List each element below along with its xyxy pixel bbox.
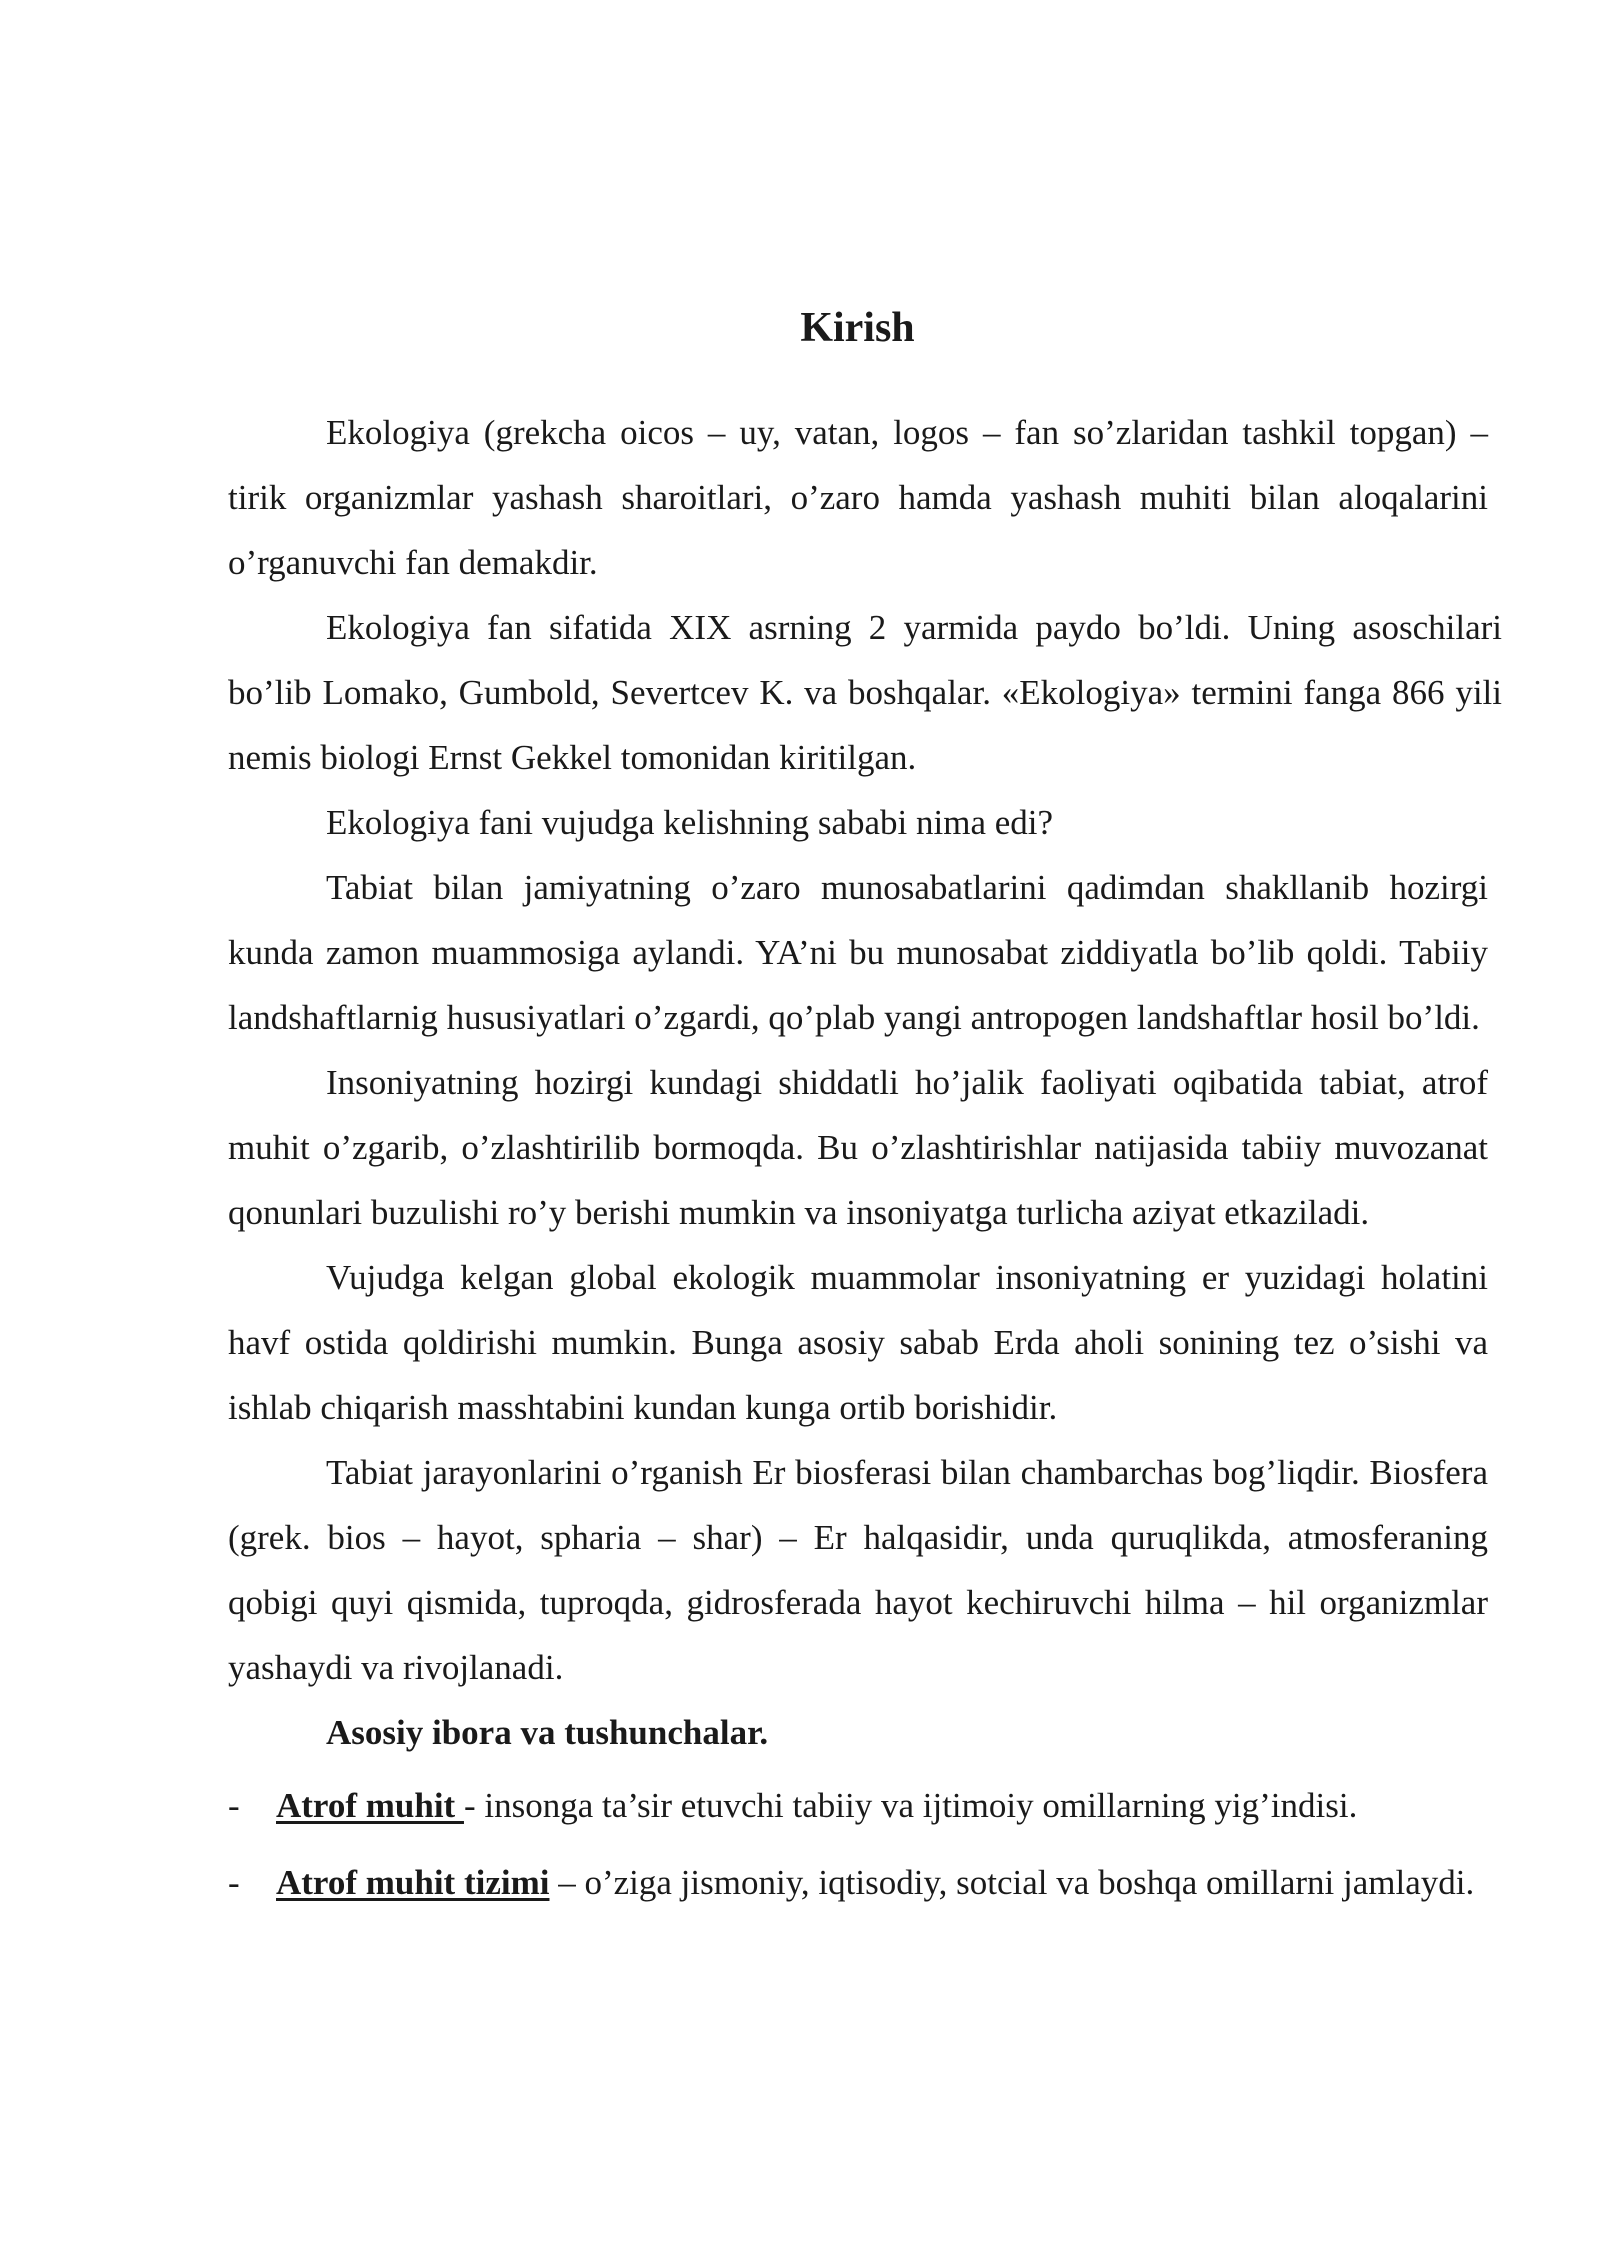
list-dash: -: [228, 1786, 240, 1825]
list-dash: -: [228, 1863, 240, 1902]
definition-item: [228, 1850, 1488, 1915]
definition-item: [228, 1773, 1488, 1838]
paragraph-human-activity: Insoniyatning hozirgi kundagi shiddatli ho’jalik faoliyati oqibatida tabiat, atrof muhit o’zgarib, o’zlashtirilib bormoqda. Bu o’zlashtirishlar natijasida tabiiy muvozanat qonunlari buzulishi ro’y berishi mumkin va insoniyatga turlicha aziyat etkaziladi.: [228, 1063, 1488, 1232]
paragraph-ekologiya-definition: Ekologiya (grekcha oicos – uy, vatan, logos – fan so’zlaridan tashkil topgan) – tirik organizmlar yashash sharoitlari, o’zaro hamda yashash muhiti bilan aloqalarini o’rganuvchi fan demakdir.: [228, 413, 1488, 582]
section-subheading: Asosiy ibora va tushunchalar.: [326, 1713, 769, 1752]
paragraph-global-problems: Vujudga kelgan global ekologik muammolar insoniyatning er yuzidagi holatini havf ostida qoldirishi mumkin. Bunga asosiy sabab Erda aholi sonining tez o’sishi va ishlab chiqarish masshtabini kundan kunga ortib borishidir.: [228, 1258, 1488, 1427]
paragraph-question: Ekologiya fani vujudga kelishning sababi nima edi?: [326, 803, 1054, 842]
definition-term: Atrof muhit tizimi: [276, 1863, 550, 1902]
paragraph-nature-society: Tabiat bilan jamiyatning o’zaro munosabatlarini qadimdan shakllanib hozirgi kunda zamon muammosiga aylandi. YA’ni bu munosabat ziddiyatla bo’lib qoldi. Tabiiy landshaftlarnig hususiyatlari o’zgardi, qo’plab yangi antropogen landshaftlar hosil bo’ldi.: [228, 868, 1488, 1037]
paragraph-ekologiya-history: Ekologiya fan sifatida XIX asrning 2 yarmida paydo bo’ldi. Uning asoschilari bo’lib Lomako, Gumbold, Severtcev K. va boshqalar. «Ekologiya» termini fanga 866 yili nemis biologi Ernst Gekkel tomonidan kiritilgan.: [228, 608, 1502, 777]
page-title: Kirish: [800, 305, 915, 351]
definition-text: - insonga ta’sir etuvchi tabiiy va ijtimoiy omillarning yig’indisi.: [463, 1786, 1358, 1825]
document-body: [228, 400, 1502, 1915]
paragraph-biosphere: Tabiat jarayonlarini o’rganish Er biosferasi bilan chambarchas bog’liqdir. Biosfera (grek. bios – hayot, spharia – shar) – Er halqasidir, unda quruqlikda, atmosferaning qobigi quyi qismida, tuproqda, gidrosferada hayot kechiruvchi hilma – hil organizmlar yashaydi va rivojlanadi.: [228, 1453, 1488, 1687]
definition-text: – o’ziga jismoniy, iqtisodiy, sotcial va boshqa omillarni jamlaydi.: [549, 1863, 1475, 1902]
definition-term: Atrof muhit: [276, 1786, 464, 1825]
